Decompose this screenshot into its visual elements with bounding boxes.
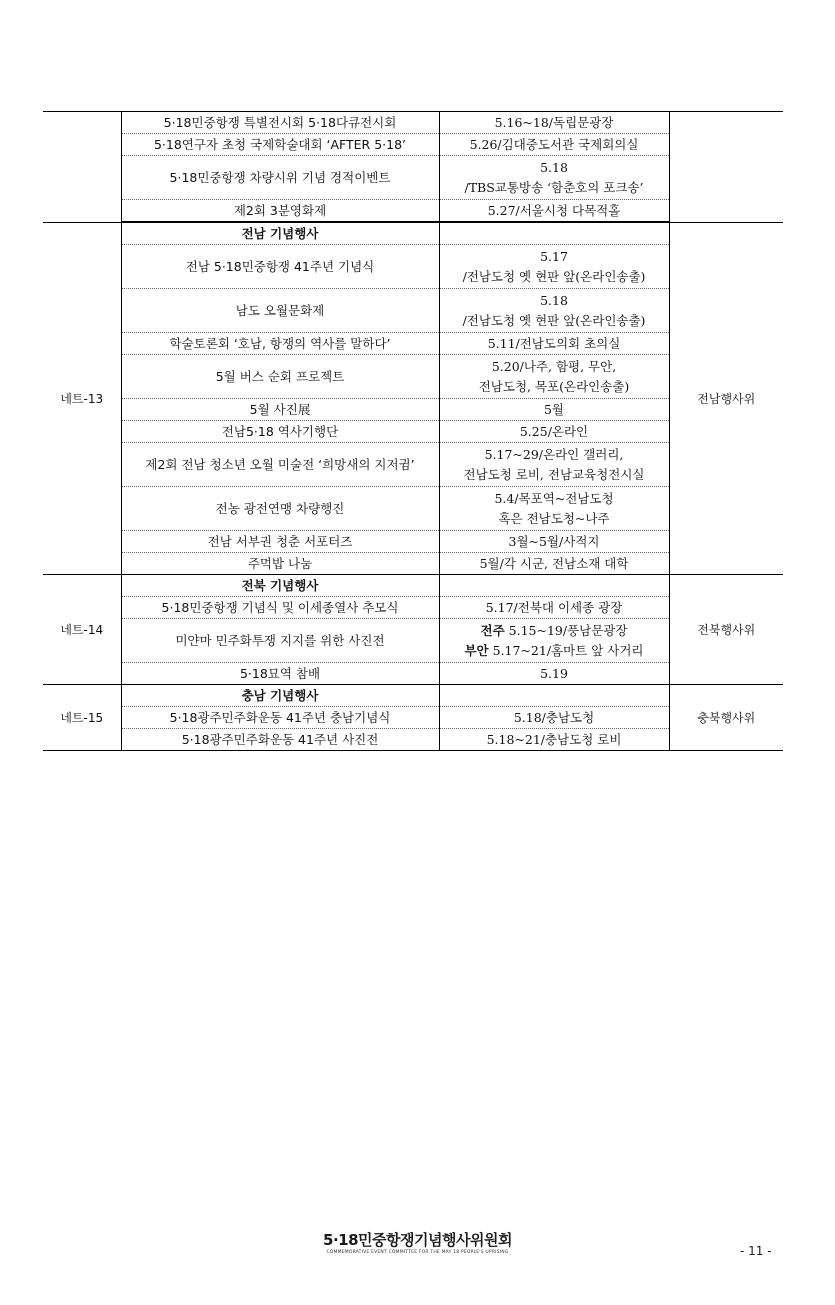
table-row bbox=[43, 223, 783, 245]
event-cell: 학술토론회 ‘호남, 항쟁의 역사를 말하다’ bbox=[121, 333, 439, 355]
date-place-cell: 5.17~29/온라인 갤러리, 전남도청 로비, 전남교육청전시실 bbox=[439, 443, 669, 487]
date-place-cell: 5.17/전북대 이세종 광장 bbox=[439, 597, 669, 619]
date-place-cell bbox=[439, 223, 669, 245]
committee-logo bbox=[300, 1232, 535, 1256]
date-place-cell: 5.17 /전남도청 옛 현판 앞(온라인송출) bbox=[439, 245, 669, 289]
event-cell: 5·18민중항쟁 특별전시회 5·18다큐전시회 bbox=[121, 112, 439, 134]
event-cell: 전남 서부권 청춘 서포터즈 bbox=[121, 531, 439, 553]
date-place-cell: 5.18 /전남도청 옛 현판 앞(온라인송출) bbox=[439, 289, 669, 333]
date-place-cell bbox=[439, 575, 669, 597]
event-cell: 5월 버스 순회 프로젝트 bbox=[121, 355, 439, 399]
region-header: 충남 기념행사 bbox=[121, 685, 439, 707]
event-cell: 5·18광주민주화운동 41주년 사진전 bbox=[121, 729, 439, 751]
event-cell: 미얀마 민주화투쟁 지지를 위한 사진전 bbox=[121, 619, 439, 663]
date-place-cell: 5.26/김대중도서관 국제회의실 bbox=[439, 134, 669, 156]
date-place-cell: 5.11/전남도의회 초의실 bbox=[439, 333, 669, 355]
date-place-cell: 5월 bbox=[439, 399, 669, 421]
network-cell: 네트-15 bbox=[43, 685, 121, 751]
region-header: 전남 기념행사 bbox=[121, 223, 439, 245]
logo-text: 5·18민중항쟁기념행사위원회 bbox=[323, 1231, 512, 1249]
date-place-cell: 5.20/나주, 함평, 무안, 전남도청, 목포(온라인송출) bbox=[439, 355, 669, 399]
date-place-cell: 5월/각 시군, 전남소재 대학 bbox=[439, 553, 669, 575]
event-cell: 남도 오월문화제 bbox=[121, 289, 439, 333]
organizer-cell: 충북행사위 bbox=[669, 685, 783, 751]
event-cell: 5·18민중항쟁 차량시위 기념 경적이벤트 bbox=[121, 156, 439, 200]
date-place-cell: 5.16~18/독립문광장 bbox=[439, 112, 669, 134]
event-cell: 5·18연구자 초청 국제학술대회 ‘AFTER 5·18’ bbox=[121, 134, 439, 156]
table-row bbox=[43, 112, 783, 134]
organizer-cell bbox=[669, 112, 783, 223]
event-cell: 5·18광주민주화운동 41주년 충남기념식 bbox=[121, 707, 439, 729]
network-cell: 네트-13 bbox=[43, 223, 121, 575]
date-place-cell: 전주 5.15~19/풍남문광장 부안 5.17~21/홈마트 앞 사거리 bbox=[439, 619, 669, 663]
table-row bbox=[43, 575, 783, 597]
event-cell: 5·18묘역 참배 bbox=[121, 663, 439, 685]
date-place-cell: 5.27/서울시청 다목적홀 bbox=[439, 200, 669, 222]
date-place-cell: 3월~5월/사적지 bbox=[439, 531, 669, 553]
event-cell: 주먹밥 나눔 bbox=[121, 553, 439, 575]
page-number: - 11 - bbox=[740, 1244, 772, 1258]
network-cell bbox=[43, 112, 121, 223]
date-place-cell: 5.18~21/충남도청 로비 bbox=[439, 729, 669, 751]
logo-subtext: COMMEMORATIVE EVENT COMMITTEE FOR THE MAY 18 PEOPLE'S UPRISING bbox=[326, 1250, 509, 1255]
event-cell: 전남5·18 역사기행단 bbox=[121, 421, 439, 443]
event-cell: 5·18민중항쟁 기념식 및 이세종열사 추모식 bbox=[121, 597, 439, 619]
event-cell: 전농 광전연맹 차량행진 bbox=[121, 487, 439, 531]
event-cell: 5월 사진展 bbox=[121, 399, 439, 421]
organizer-cell: 전북행사위 bbox=[669, 575, 783, 685]
date-place-cell: 5.4/목포역~전남도청 혹은 전남도청~나주 bbox=[439, 487, 669, 531]
event-cell: 제2회 3분영화제 bbox=[121, 200, 439, 222]
event-cell: 전남 5·18민중항쟁 41주년 기념식 bbox=[121, 245, 439, 289]
organizer-cell: 전남행사위 bbox=[669, 223, 783, 575]
date-place-cell: 5.19 bbox=[439, 663, 669, 685]
event-cell: 제2회 전남 청소년 오월 미술전 ‘희망새의 지저귐’ bbox=[121, 443, 439, 487]
region-header: 전북 기념행사 bbox=[121, 575, 439, 597]
date-place-cell: 5.18 /TBS교통방송 ‘함춘호의 포크송’ bbox=[439, 156, 669, 200]
event-schedule-table bbox=[43, 111, 783, 751]
network-cell: 네트-14 bbox=[43, 575, 121, 685]
date-place-cell bbox=[439, 685, 669, 707]
date-place-cell: 5.18/충남도청 bbox=[439, 707, 669, 729]
table-row bbox=[43, 685, 783, 707]
date-place-cell: 5.25/온라인 bbox=[439, 421, 669, 443]
